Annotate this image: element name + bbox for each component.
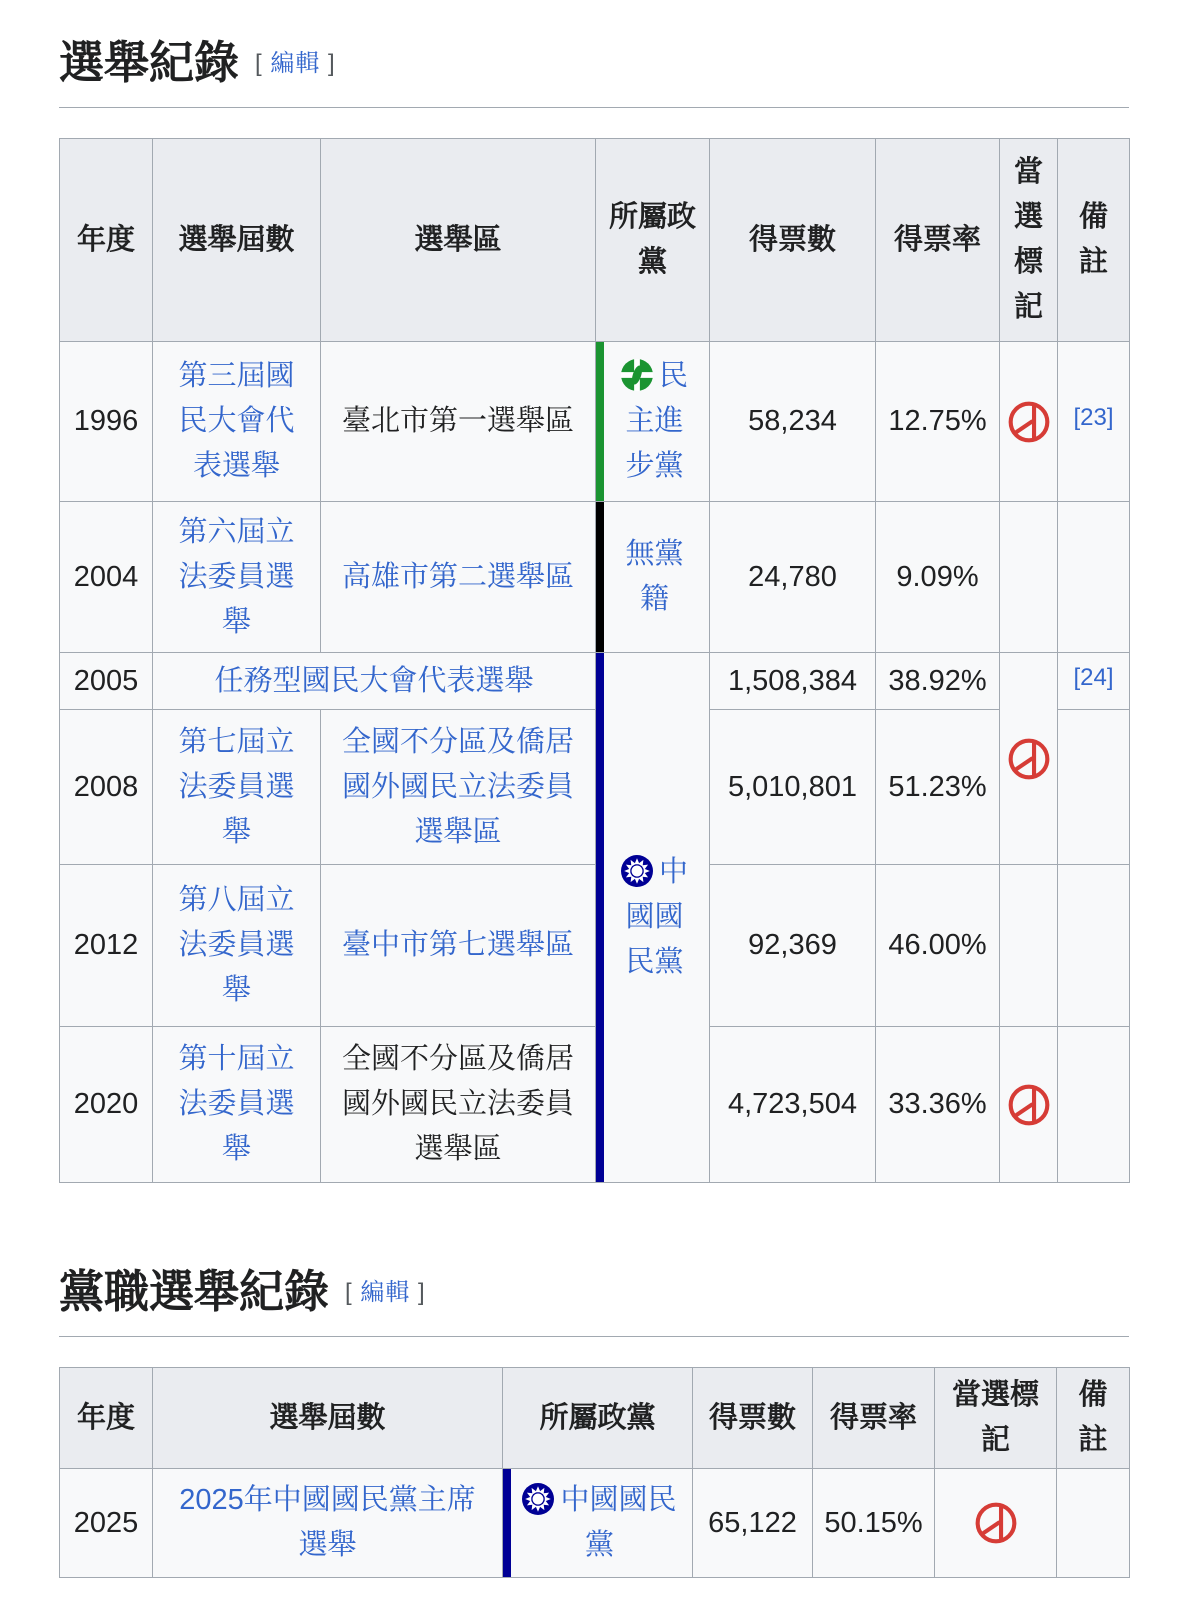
elected-mark-icon <box>974 1501 1018 1545</box>
col-header-party: 所屬政黨 <box>503 1368 693 1469</box>
elected-mark-cell <box>1000 653 1058 865</box>
elected-mark-icon <box>1007 1083 1051 1127</box>
dpp-logo-icon <box>621 359 653 391</box>
note-cell <box>1058 1027 1130 1183</box>
bracket-close: ] <box>418 1279 426 1306</box>
independent-color-bar <box>596 502 604 652</box>
col-header-election: 選舉屆數 <box>153 1368 503 1469</box>
edit-section <box>345 1279 426 1306</box>
elected-mark-icon <box>1007 737 1051 781</box>
table-header-row <box>60 139 1130 342</box>
votes-cell: 58,234 <box>710 342 876 502</box>
pct-cell: 46.00% <box>876 865 1000 1027</box>
election-link[interactable]: 第六屆立法委員選舉 <box>178 515 295 638</box>
col-header-votes: 得票數 <box>693 1368 813 1469</box>
election-link[interactable]: 第十屆立法委員選舉 <box>178 1043 295 1165</box>
party-cell <box>503 1469 693 1578</box>
year-cell: 2008 <box>60 710 153 865</box>
pct-cell: 9.09% <box>876 502 1000 653</box>
edit-link[interactable]: 編輯 <box>360 1279 411 1306</box>
district-cell: 全國不分區及僑居國外國民立法委員選舉區 <box>321 1027 596 1183</box>
note-cell <box>1058 502 1130 653</box>
col-header-pct: 得票率 <box>876 139 1000 342</box>
reference-link[interactable]: [23] <box>1073 404 1114 431</box>
section-title: 選舉紀錄 <box>59 37 240 88</box>
dpp-color-bar <box>596 342 604 501</box>
elected-mark-cell <box>1000 502 1058 653</box>
table-row <box>60 1027 1130 1183</box>
col-header-pct: 得票率 <box>813 1368 935 1469</box>
year-cell: 1996 <box>60 342 153 502</box>
elected-mark-cell <box>1000 865 1058 1027</box>
year-cell: 2020 <box>60 1027 153 1183</box>
edit-link[interactable]: 編輯 <box>270 50 321 77</box>
col-header-year: 年度 <box>60 139 153 342</box>
table-row <box>60 502 1130 653</box>
votes-cell: 5,010,801 <box>710 710 876 865</box>
year-cell: 2004 <box>60 502 153 653</box>
pct-cell: 12.75% <box>876 342 1000 502</box>
elected-mark-cell <box>1000 1027 1058 1183</box>
bracket-open: [ <box>255 50 263 77</box>
kmt-color-bar <box>503 1469 511 1577</box>
pct-cell: 51.23% <box>876 710 1000 865</box>
col-header-election: 選舉屆數 <box>153 139 321 342</box>
col-header-party: 所屬政黨 <box>596 139 710 342</box>
votes-cell: 24,780 <box>710 502 876 653</box>
district-link[interactable]: 全國不分區及僑居國外國民立法委員選舉區 <box>341 725 574 848</box>
votes-cell: 4,723,504 <box>710 1027 876 1183</box>
table-row <box>60 865 1130 1027</box>
article-content <box>59 14 1129 1578</box>
year-cell: 2025 <box>60 1469 153 1578</box>
col-header-district: 選舉區 <box>321 139 596 342</box>
party-cell <box>596 502 710 653</box>
party-link[interactable]: 無黨籍 <box>625 538 684 615</box>
bracket-open: [ <box>345 1279 353 1306</box>
election-link[interactable]: 第三屆國民大會代表選舉 <box>178 360 295 482</box>
election-records-table <box>59 138 1130 1183</box>
party-cell <box>596 653 710 1183</box>
party-link[interactable]: 中國國民黨 <box>625 856 688 978</box>
elected-mark-cell <box>935 1469 1057 1578</box>
year-cell: 2005 <box>60 653 153 710</box>
votes-cell: 1,508,384 <box>710 653 876 710</box>
table-row <box>60 710 1130 865</box>
district-cell: 臺北市第一選舉區 <box>321 342 596 502</box>
note-cell <box>1058 710 1130 865</box>
col-header-votes: 得票數 <box>710 139 876 342</box>
edit-section <box>255 50 336 77</box>
elected-mark-cell <box>1000 342 1058 502</box>
table-row <box>60 1469 1130 1578</box>
kmt-color-bar <box>596 653 604 1182</box>
table-header-row <box>60 1368 1130 1469</box>
section-title: 黨職選舉紀錄 <box>59 1266 330 1317</box>
district-link[interactable]: 臺中市第七選舉區 <box>341 929 574 961</box>
pct-cell: 33.36% <box>876 1027 1000 1183</box>
election-link[interactable]: 2025年中國國民黨主席選舉 <box>179 1484 476 1561</box>
col-header-year: 年度 <box>60 1368 153 1469</box>
kmt-logo-icon <box>621 855 653 887</box>
district-link[interactable]: 高雄市第二選舉區 <box>341 560 574 593</box>
party-election-records-table <box>59 1367 1130 1578</box>
election-link[interactable]: 第八屆立法委員選舉 <box>178 884 295 1006</box>
section-heading-elections <box>59 14 1129 108</box>
kmt-logo-icon <box>522 1483 554 1515</box>
col-header-elected: 當選標記 <box>1000 139 1058 342</box>
party-link[interactable]: 中國國民黨 <box>560 1484 677 1561</box>
note-cell <box>1057 1469 1130 1578</box>
col-header-note: 備註 <box>1058 139 1130 342</box>
pct-cell: 38.92% <box>876 653 1000 710</box>
votes-cell: 65,122 <box>693 1469 813 1578</box>
section-heading-party-elections <box>59 1243 1129 1337</box>
col-header-elected: 當選標記 <box>935 1368 1057 1469</box>
note-cell <box>1058 865 1130 1027</box>
party-cell <box>596 342 710 502</box>
pct-cell: 50.15% <box>813 1469 935 1578</box>
election-link[interactable]: 任務型國民大會代表選舉 <box>214 664 534 697</box>
bracket-close: ] <box>328 50 336 77</box>
table-row <box>60 342 1130 502</box>
party-link[interactable]: 民主進步黨 <box>625 360 688 482</box>
table-row <box>60 653 1130 710</box>
votes-cell: 92,369 <box>710 865 876 1027</box>
year-cell: 2012 <box>60 865 153 1027</box>
col-header-note: 備註 <box>1057 1368 1130 1469</box>
election-link[interactable]: 第七屆立法委員選舉 <box>178 725 295 848</box>
reference-link[interactable]: [24] <box>1073 663 1114 691</box>
elected-mark-icon <box>1007 400 1051 444</box>
